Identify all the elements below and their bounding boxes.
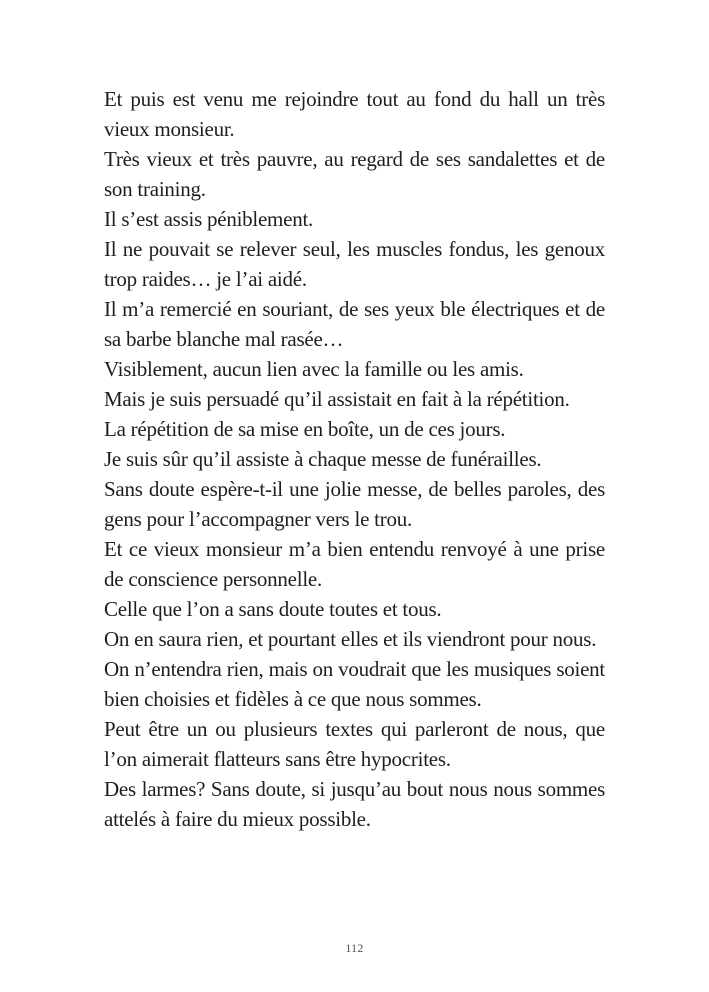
body-text [104,84,605,834]
paragraph: Je suis sûr qu’il assiste à chaque messe de funérailles. [104,447,542,471]
paragraph: Et puis est venu me rejoindre tout au fond du hall un très vieux monsieur. [104,87,605,141]
paragraph: Des larmes? Sans doute, si jusqu’au bout nous nous sommes attelés à faire du mieux possible. [104,777,605,831]
paragraph: Et ce vieux monsieur m’a bien entendu renvoyé à une prise de conscience personnelle. [104,537,605,591]
paragraph: Il s’est assis péniblement. [104,207,314,231]
paragraph: Sans doute espère-t-il une jolie messe, de belles paroles, des gens pour l’accompagner vers le trou. [104,477,605,531]
page-number: 112 [345,941,364,955]
paragraph: La répétition de sa mise en boîte, un de ces jours. [104,417,506,441]
paragraph: Il ne pouvait se relever seul, les muscles fondus, les genoux trop raides… je l’ai aidé. [104,237,605,291]
paragraph: Il m’a remercié en souriant, de ses yeux ble électriques et de sa barbe blanche mal rasée… [104,297,605,351]
paragraph: Peut être un ou plusieurs textes qui parleront de nous, que l’on aimerait flatteurs sans être hypocrites. [104,717,605,771]
paragraph: Celle que l’on a sans doute toutes et tous. [104,597,442,621]
paragraph: Visiblement, aucun lien avec la famille ou les amis. [104,357,524,381]
paragraph: On en saura rien, et pourtant elles et ils viendront pour nous. [104,627,597,651]
paragraph: On n’entendra rien, mais on voudrait que les musiques soient bien choisies et fidèles à ce que nous sommes. [104,657,605,711]
paragraph: Mais je suis persuadé qu’il assistait en fait à la répétition. [104,387,570,411]
paragraph: Très vieux et très pauvre, au regard de ses sandalettes et de son training. [104,147,605,201]
